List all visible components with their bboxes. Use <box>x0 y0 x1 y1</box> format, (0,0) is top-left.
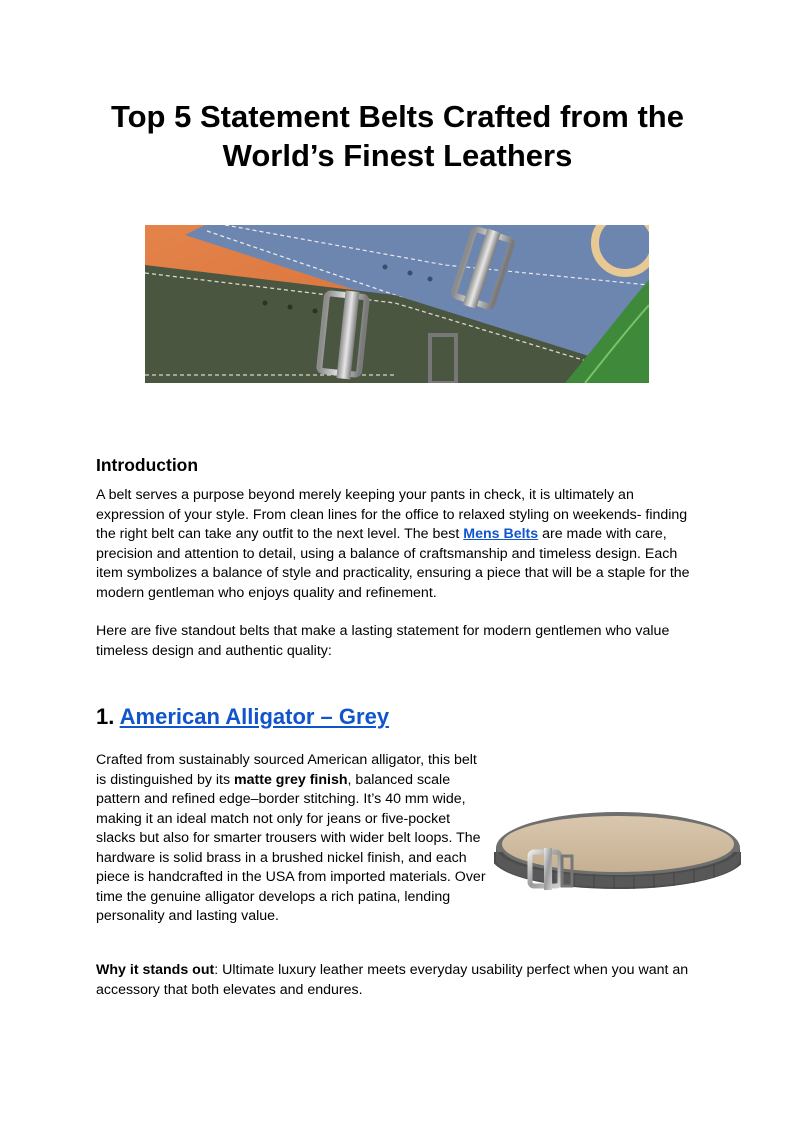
american-alligator-grey-link[interactable]: American Alligator – Grey <box>119 704 390 729</box>
why-it-stands-out-label: Why it stands out <box>96 962 215 978</box>
title-line-2: World’s Finest Leathers <box>222 138 573 173</box>
matte-grey-finish-bold: matte grey finish <box>234 771 348 788</box>
title-line-1: Top 5 Statement Belts Crafted from the <box>110 99 684 134</box>
item-1-desc-part-2: , balanced scale pattern and refined edge–border stitching. It’s 40 mm wide, making it an ideal match not only for jeans or five-pocket slacks but also for smarter trousers with wider belt loops. The hardware is solid brass in a brushed nickel finish, and each piece is handcrafted in the USA from imported materials. Over time the genuine alligator develops a rich patina, lending personality and lasting value. <box>96 771 486 924</box>
why-it-stands-out-paragraph <box>96 961 701 1000</box>
five-belts-paragraph: Here are five standout belts that make a lasting statement for modern gentlemen who value timeless design and authentic quality: <box>96 623 670 659</box>
intro-paragraph <box>96 486 701 603</box>
why-it-stands-out-text: : Ultimate luxury leather meets everyday usability perfect when you want an accessory that both elevates and endures. <box>96 962 689 998</box>
item-1-heading <box>96 704 389 730</box>
item-1-number: 1. <box>96 704 120 729</box>
grey-alligator-belt-image <box>494 808 741 893</box>
mens-belts-link[interactable]: Mens Belts <box>463 526 539 542</box>
page-title <box>60 97 735 175</box>
intro-text-part-1: A belt serves a purpose beyond merely keeping your pants in check, it is ultimately an expression of your style. From clean lines for the office to relaxed styling on weekends- finding the right belt can take any outfit to the next level. The best <box>96 487 688 542</box>
item-1-description <box>96 751 486 927</box>
item-1-desc-part-1: Crafted from sustainably sourced American alligator, this belt is distinguished by its <box>96 752 477 788</box>
hero-belts-image <box>145 225 649 383</box>
intro-text-part-2: are made with care, precision and attention to detail, using a balance of craftsmanship and timeless design. Each item symbolizes a balance of style and practicality, ensuring a piece that will be a staple for the modern gentleman who enjoys quality and refinement. <box>96 526 690 601</box>
introduction-heading: Introduction <box>96 455 199 475</box>
